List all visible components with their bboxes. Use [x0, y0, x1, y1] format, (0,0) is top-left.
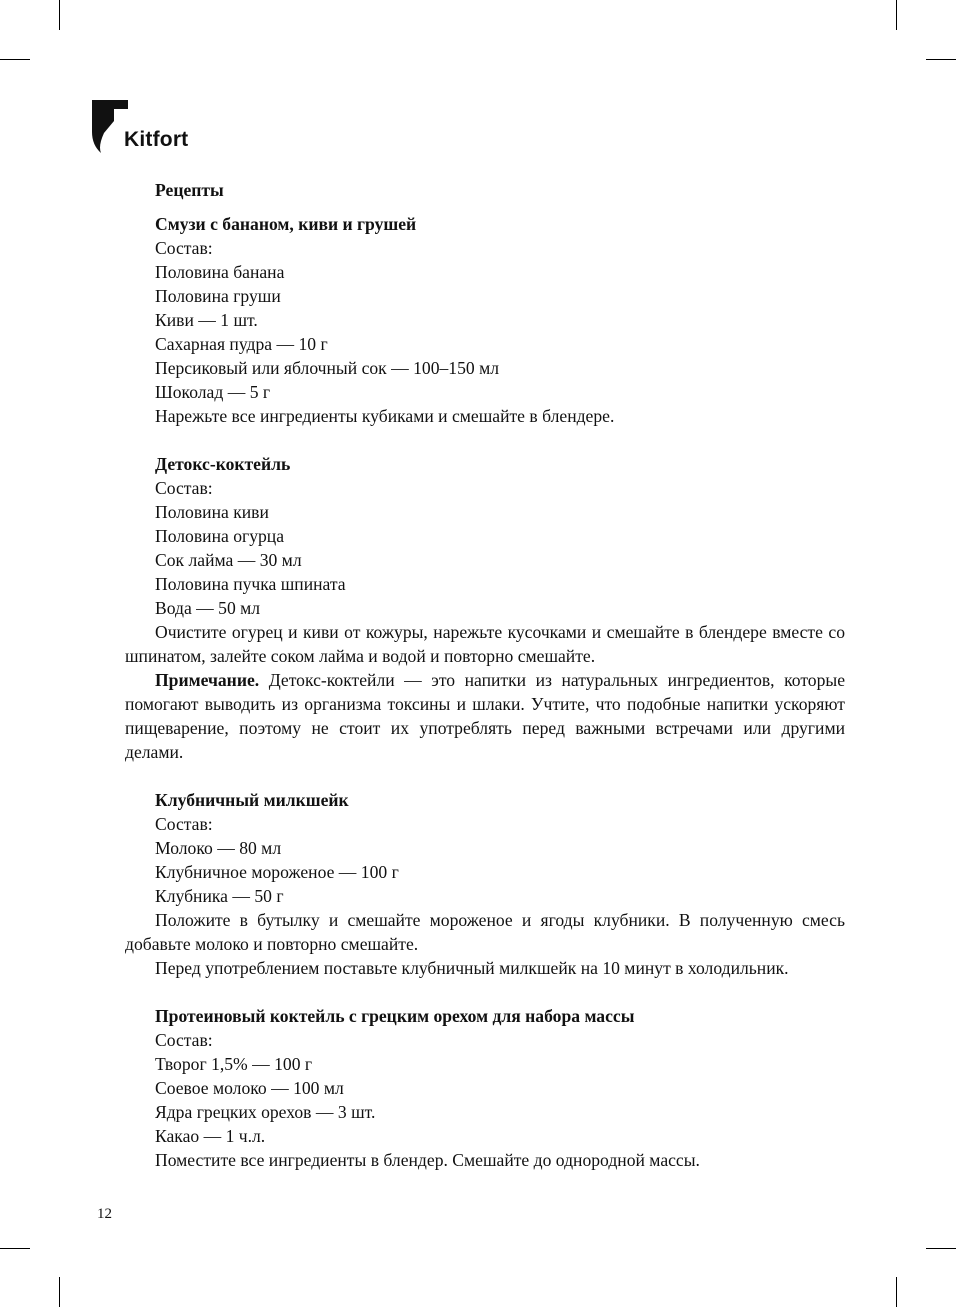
ingredient-item: Творог 1,5% — 100 г: [155, 1054, 313, 1074]
crop-mark: [59, 1277, 60, 1307]
crop-mark: [59, 0, 60, 30]
crop-mark: [0, 59, 30, 60]
composition-label: Состав:: [155, 1030, 213, 1050]
note-text: Детокс-коктейли — это напитки из натуральных ингредиентов, которые помогают выводить из организма токсины и шлаки. Учтите, что подобные напитки ускоряют пищеварение, поэтому не стоит их употреблять перед важными встречами или другими делами.: [125, 670, 845, 762]
crop-mark: [0, 1248, 30, 1249]
recipe-instruction: Положите в бутылку и смешайте мороженое и ягоды клубники. В полученную смесь добавьте молоко и повторно смешайте.: [125, 910, 845, 954]
logo-brand-text: Kitfort: [124, 128, 189, 151]
ingredient-item: Вода — 50 мл: [155, 598, 261, 618]
composition-label: Состав:: [155, 814, 213, 834]
crop-mark: [926, 1248, 956, 1249]
recipe-instruction: Очистите огурец и киви от кожуры, нарежьте кусочками и смешайте в блендере вместе со шпинатом, залейте соком лайма и водой и повторно смешайте.: [125, 622, 845, 666]
ingredient-item: Персиковый или яблочный сок — 100–150 мл: [155, 358, 499, 378]
recipe-instruction: Нарежьте все ингредиенты кубиками и смешайте в блендере.: [155, 406, 615, 426]
crop-mark: [896, 1277, 897, 1307]
ingredient-item: Соевое молоко — 100 мл: [155, 1078, 344, 1098]
ingredient-item: Какао — 1 ч.л.: [155, 1126, 266, 1146]
section-title: Рецепты: [155, 180, 224, 200]
ingredient-item: Половина киви: [155, 502, 269, 522]
ingredient-item: Сок лайма — 30 мл: [155, 550, 302, 570]
ingredient-item: Молоко — 80 мл: [155, 838, 282, 858]
recipe-title: Протеиновый коктейль с грецким орехом для набора массы: [155, 1006, 635, 1026]
ingredient-item: Сахарная пудра — 10 г: [155, 334, 328, 354]
recipe-instruction: Поместите все ингредиенты в блендер. Смешайте до однородной массы.: [155, 1150, 700, 1170]
recipe-title: Детокс-коктейль: [155, 454, 291, 474]
kitfort-logo: [92, 100, 202, 158]
crop-mark: [926, 59, 956, 60]
ingredient-item: Половина пучка шпината: [155, 574, 346, 594]
ingredient-item: Половина груши: [155, 286, 281, 306]
ingredient-item: Шоколад — 5 г: [155, 382, 271, 402]
recipe-instruction: Перед употреблением поставьте клубничный милкшейк на 10 минут в холодильник.: [155, 958, 789, 978]
ingredient-item: Половина банана: [155, 262, 285, 282]
composition-label: Состав:: [155, 478, 213, 498]
ingredient-item: Клубника — 50 г: [155, 886, 284, 906]
recipe-title: Смузи с бананом, киви и грушей: [155, 214, 417, 234]
recipe-title: Клубничный милкшейк: [155, 790, 349, 810]
page-content: [125, 178, 845, 1172]
crop-mark: [896, 0, 897, 30]
note-label: Примечание.: [155, 670, 260, 690]
page-number: 12: [97, 1206, 112, 1222]
ingredient-item: Половина огурца: [155, 526, 285, 546]
recipe-note: [125, 668, 845, 764]
ingredient-item: Ядра грецких орехов — 3 шт.: [155, 1102, 376, 1122]
ingredient-item: Клубничное мороженое — 100 г: [155, 862, 399, 882]
ingredient-item: Киви — 1 шт.: [155, 310, 258, 330]
composition-label: Состав:: [155, 238, 213, 258]
